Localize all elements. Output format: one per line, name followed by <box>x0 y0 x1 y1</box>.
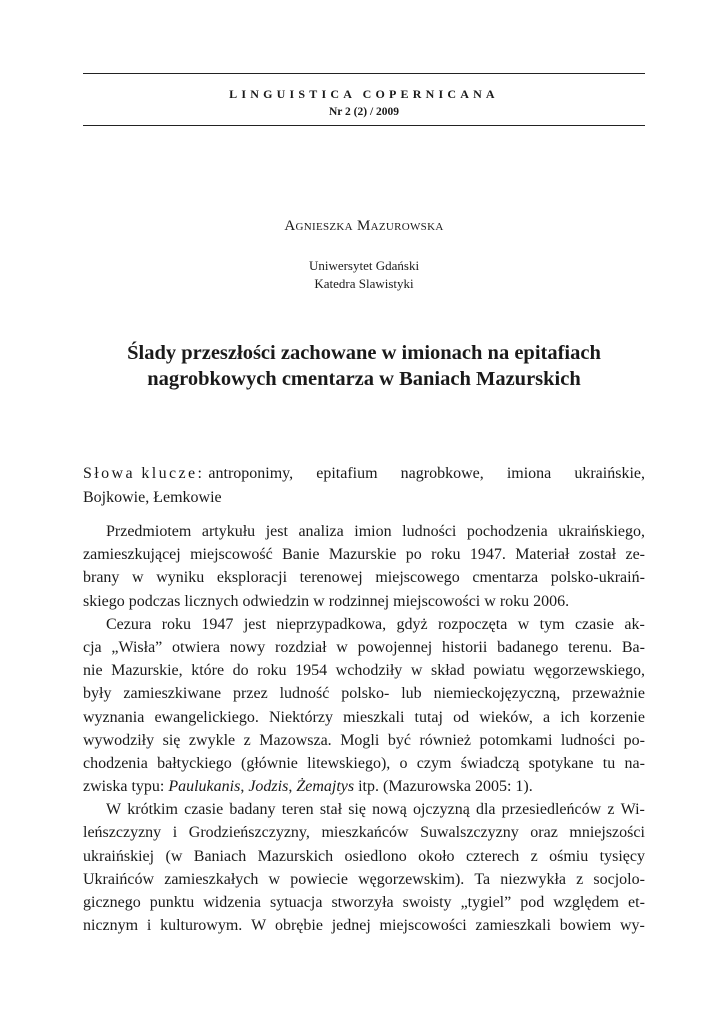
article-body <box>83 520 645 937</box>
body-line: W krótkim czasie badany teren stał się nową ojczyzną dla przesiedleńców z Wi- <box>106 801 645 819</box>
body-line: nie Mazurskie, które do roku 1954 wchodziły w skład powiatu węgorzewskiego, <box>83 662 645 680</box>
body-line: ukraińskiej (w Baniach Mazurskich osiedlono około czterech z ośmiu tysięcy <box>83 847 645 865</box>
body-line: brany w wyniku eksploracji terenowej miejscowego cmentarza polsko-ukraiń- <box>83 569 645 587</box>
body-line: cja „Wisła” otwiera nowy rozdział w powojennej historii badanego terenu. Ba- <box>83 638 645 656</box>
author-name: Agnieszka Mazurowska <box>284 218 444 234</box>
article-title <box>83 340 645 392</box>
journal-issue: Nr 2 (2) / 2009 <box>328 106 400 118</box>
body-line: wyznania ewangelickiego. Niektórzy mieszkali tutaj od wieków, a ich korzenie <box>83 708 645 726</box>
body-line: zamieszkującej miejscowość Banie Mazurskie po roku 1947. Materiał został ze- <box>83 546 645 564</box>
keywords-label: Słowa klucze: <box>83 465 205 482</box>
article-title-line: Ślady przeszłości zachowane w imionach na epitafiach <box>127 342 601 364</box>
article-title-line: nagrobkowych cmentarza w Baniach Mazurskich <box>147 368 581 390</box>
body-line: wywodziły się zwykle z Mazowsza. Mogli być również potomkami ludności po- <box>83 731 645 749</box>
keywords-line: Bojkowie, Łemkowie <box>83 489 222 506</box>
body-line: chodzenia bałtyckiego (głównie litewskiego), o czym świadczą spotykane tu na- <box>83 754 645 772</box>
body-line: zwiska typu: Paulukanis, Jodzis, Żemajtys itp. (Mazurowska 2005: 1). <box>83 778 533 796</box>
keywords-line: antroponimy, epitafium nagrobkowe, imiona ukraińskie, <box>208 465 645 482</box>
body-line: Cezura roku 1947 jest nieprzypadkowa, gdyż rozpoczęta w tym czasie ak- <box>106 615 645 633</box>
header-rule-top <box>83 73 645 74</box>
body-line: Przedmiotem artykułu jest analiza imion ludności pochodzenia ukraińskiego, <box>106 523 645 540</box>
body-line: leńszczyzny i Grodzieńszczyzny, mieszkańców Suwalszczyzny oraz mniejszości <box>83 824 645 842</box>
affiliation-department: Katedra Slawistyki <box>314 276 414 291</box>
affiliation-university: Uniwersytet Gdański <box>308 258 420 273</box>
keywords <box>83 462 645 510</box>
body-line: gicznego punktu widzenia sytuacja stworzyła swoisty „tygiel” pod względem et- <box>83 894 645 911</box>
journal-title: LINGUISTICA COPERNICANA <box>229 87 499 101</box>
header-rule-bottom <box>83 125 645 126</box>
body-line: nicznym i kulturowym. W obrębie jednej miejscowości zamieszkali bowiem wy- <box>83 917 645 935</box>
body-line: Ukraińców zamieszkałych w powiecie węgorzewskim). Ta niezwykła z socjolo- <box>83 870 645 888</box>
body-line: skiego podczas licznych odwiedzin w rodzinnej miejscowości w roku 2006. <box>83 592 570 610</box>
body-line: były zamieszkiwane przez ludność polsko- lub niemieckojęzyczną, przeważnie <box>83 685 645 703</box>
